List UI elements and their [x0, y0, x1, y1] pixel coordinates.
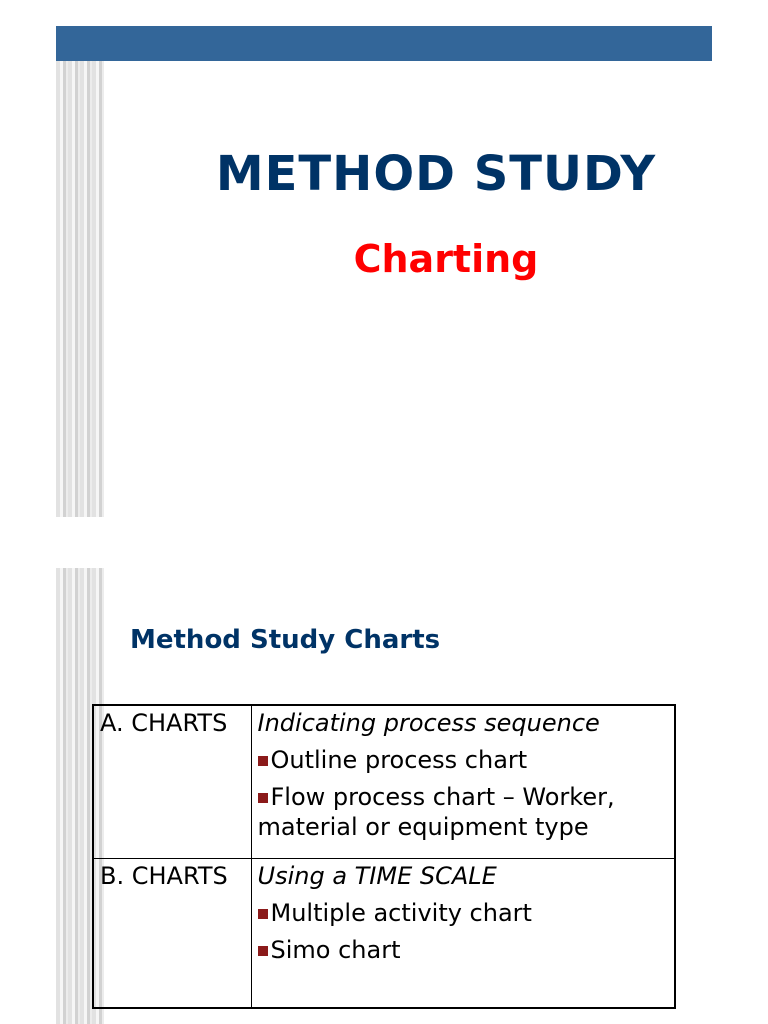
list-item-text: Multiple activity chart [270, 898, 532, 927]
header-bar [56, 26, 712, 61]
charts-slide [0, 530, 768, 1024]
square-bullet-icon [258, 909, 268, 919]
slide-subtitle: Charting [353, 237, 539, 281]
row-description: Using a TIME SCALE [257, 861, 497, 890]
table-row [93, 858, 675, 1008]
square-bullet-icon [258, 793, 268, 803]
list-item [258, 935, 669, 965]
list-item [258, 782, 669, 842]
square-bullet-icon [258, 756, 268, 766]
category-cell: A. CHARTS [93, 705, 251, 858]
list-item-text: Outline process chart [270, 746, 528, 774]
decorative-stripes [56, 61, 104, 517]
category-cell: B. CHARTS [93, 858, 251, 1008]
description-cell [251, 858, 675, 1008]
slide-title: METHOD STUDY [215, 146, 657, 202]
row-description: Indicating process sequence [257, 709, 600, 737]
table-row [93, 705, 675, 858]
list-item [258, 898, 669, 928]
list-item [258, 745, 669, 775]
description-cell [251, 705, 675, 858]
charts-table [92, 704, 676, 1009]
list-item-text: Simo chart [270, 935, 401, 964]
list-item-text: Flow process chart – Worker, material or equipment type [257, 783, 615, 841]
square-bullet-icon [258, 946, 268, 956]
section-heading: Method Study Charts [130, 625, 441, 655]
